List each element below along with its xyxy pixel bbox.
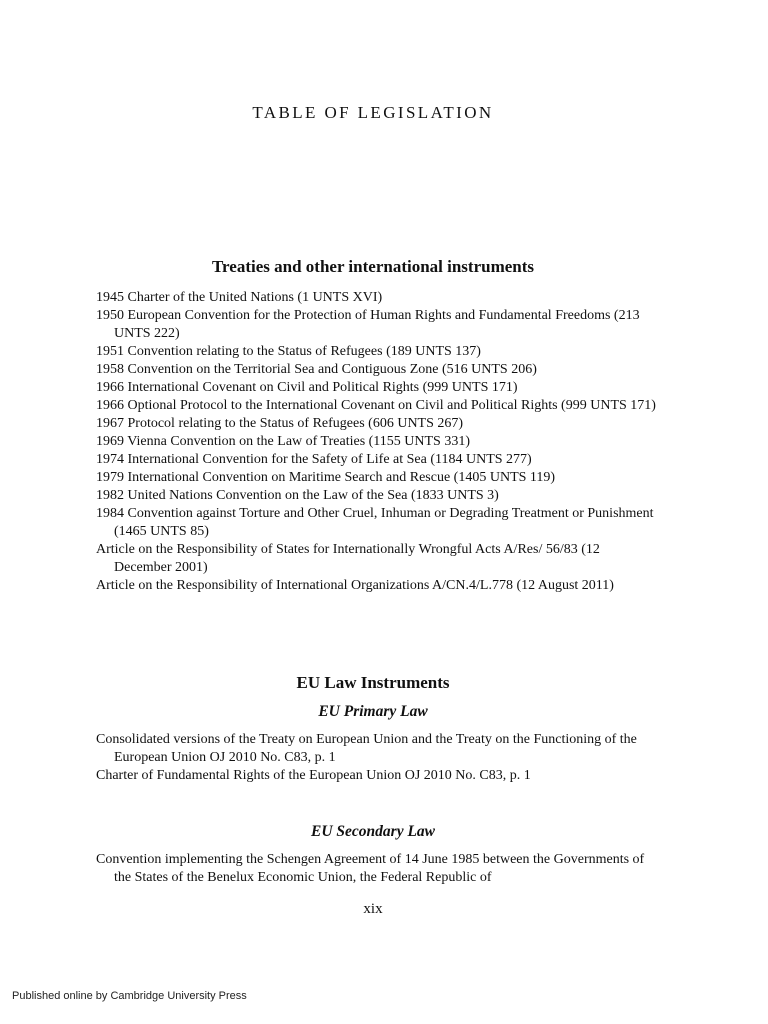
list-item: 1974 International Convention for the Safety of Life at Sea (1184 UNTS 277) xyxy=(96,452,532,467)
eu-secondary-list xyxy=(96,851,656,887)
eu-secondary-law-heading: EU Secondary Law xyxy=(311,823,435,840)
list-item: 1967 Protocol relating to the Status of Refugees (606 UNTS 267) xyxy=(96,416,464,431)
eu-primary-list xyxy=(96,731,656,785)
list-item: 1979 International Convention on Maritime Search and Rescue (1405 UNTS 119) xyxy=(96,470,556,485)
list-item: 1982 United Nations Convention on the Law of the Sea (1833 UNTS 3) xyxy=(96,488,499,503)
list-item: 1966 Optional Protocol to the International Covenant on Civil and Political Rights (999 UNTS 171) xyxy=(96,398,656,413)
list-item: Consolidated versions of the Treaty on European Union and the Treaty on the Functioning of the European Union OJ 2010 No. C83, p. 1 xyxy=(96,732,637,765)
treaties-heading: Treaties and other international instruments xyxy=(211,257,535,276)
treaties-list xyxy=(96,289,656,595)
list-item: 1966 International Covenant on Civil and Political Rights (999 UNTS 171) xyxy=(96,380,518,395)
eu-law-heading: EU Law Instruments xyxy=(296,673,450,692)
list-item: 1945 Charter of the United Nations (1 UNTS XVI) xyxy=(96,290,383,305)
list-item: Convention implementing the Schengen Agreement of 14 June 1985 between the Governments of the States of the Benelux Economic Union, the Federal Republic of xyxy=(96,852,645,885)
eu-primary-law-heading: EU Primary Law xyxy=(318,703,428,720)
list-item: 1951 Convention relating to the Status of Refugees (189 UNTS 137) xyxy=(96,344,481,359)
list-item: Charter of Fundamental Rights of the European Union OJ 2010 No. C83, p. 1 xyxy=(96,768,531,783)
page-number: xix xyxy=(363,901,383,917)
publisher-footer: Published online by Cambridge University Press xyxy=(12,990,247,1002)
list-item: 1969 Vienna Convention on the Law of Treaties (1155 UNTS 331) xyxy=(96,434,471,449)
list-item: 1984 Convention against Torture and Other Cruel, Inhuman or Degrading Treatment or Punishment (1465 UNTS 85) xyxy=(96,506,654,539)
list-item: Article on the Responsibility of States for Internationally Wrongful Acts A/Res/ 56/83 (12 December 2001) xyxy=(96,542,600,575)
list-item: 1950 European Convention for the Protection of Human Rights and Fundamental Freedoms (213 UNTS 222) xyxy=(96,308,640,341)
list-item: 1958 Convention on the Territorial Sea and Contiguous Zone (516 UNTS 206) xyxy=(96,362,537,377)
list-item: Article on the Responsibility of International Organizations A/CN.4/L.778 (12 August 2011) xyxy=(96,578,614,593)
page-title: TABLE OF LEGISLATION xyxy=(252,103,494,122)
